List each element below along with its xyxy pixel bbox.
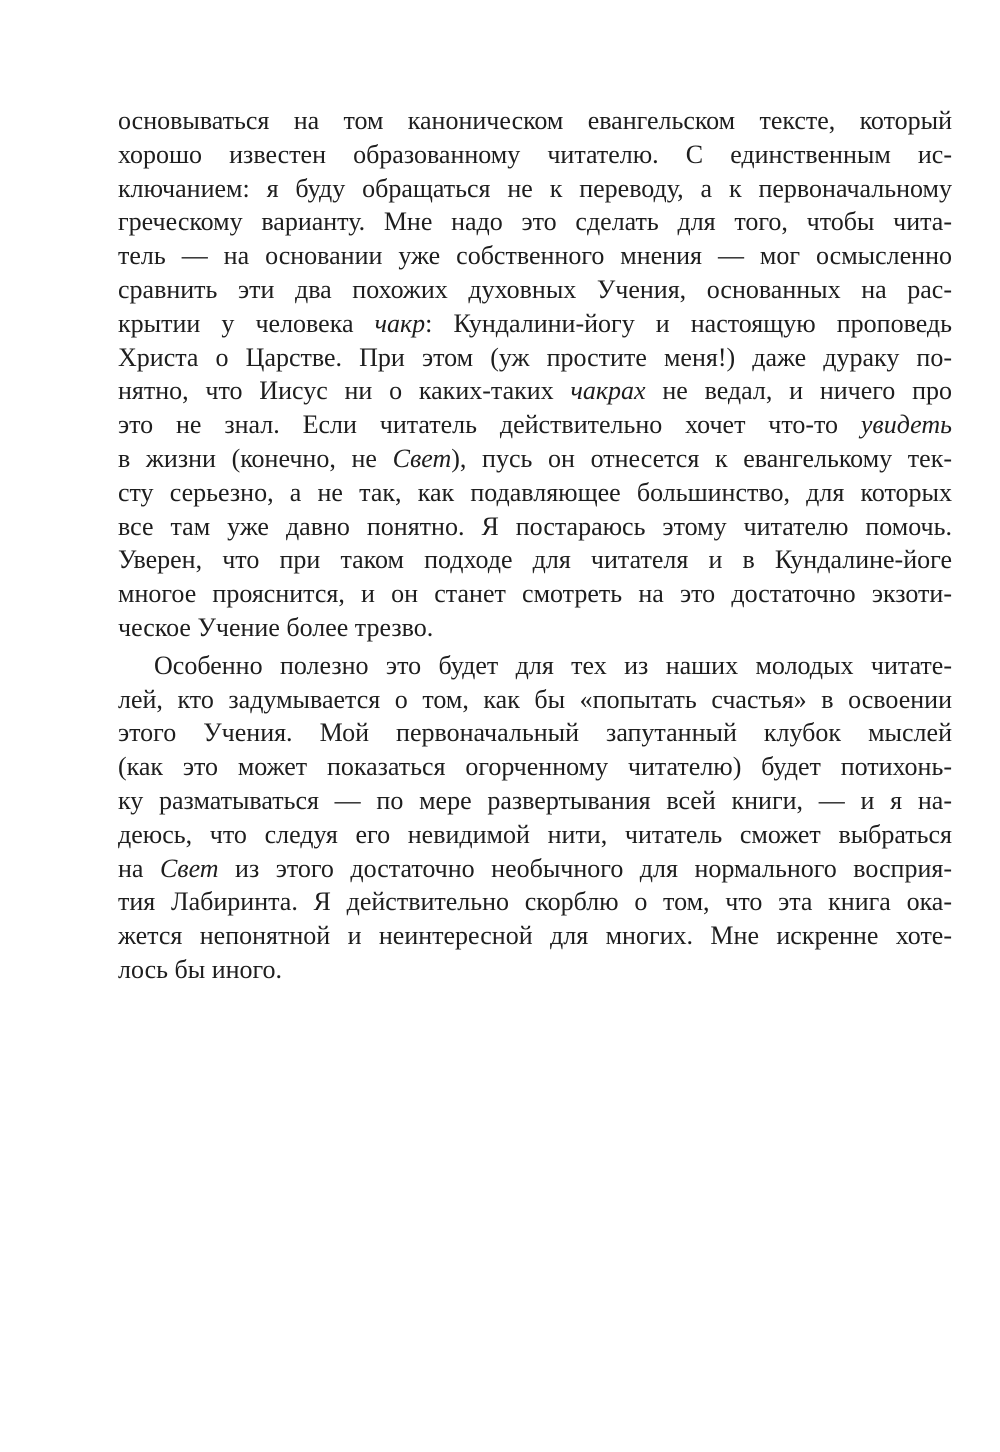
text-line: лось бы иного.: [118, 954, 283, 984]
text-line: деюсь, что следуя его невидимой нити, читатель сможет выбраться: [118, 819, 952, 849]
text-line: это не знал. Если читатель действительно хочет что-то увидеть: [118, 410, 952, 440]
paragraph-2: [118, 649, 952, 987]
italic-term: увидеть: [860, 410, 952, 440]
text-line: тель — на основании уже собственного мнения — мог осмысленно: [118, 241, 952, 271]
text-line: жется непонятной и неинтересной для многих. Мне искренне хоте-: [118, 921, 952, 951]
text-line: на Свет из этого достаточно необычного для нормального восприя-: [118, 853, 952, 883]
text-line: многое прояснится, и он станет смотреть на это достаточно экзоти-: [118, 579, 952, 609]
italic-term: чакрах: [570, 376, 646, 406]
text-line: основываться на том каноническом евангельском тексте, который: [118, 106, 952, 135]
text-line: хорошо известен образованному читателю. С единственным ис-: [118, 139, 952, 169]
text-line: нятно, что Иисус ни о каких-таких чакрах не ведал, и ничего про: [118, 376, 952, 406]
text-line: в жизни (конечно, не Свет), пусь он отнесется к евангелькому тек-: [118, 443, 952, 473]
text-line: этого Учения. Мой первоначальный запутанный клубок мыслей: [118, 718, 952, 748]
text-line: Уверен, что при таком подходе для читателя и в Кундалине-йоге: [118, 545, 952, 575]
italic-term: Свет: [159, 853, 219, 883]
text-line: греческому варианту. Мне надо это сделать для того, чтобы чита-: [118, 207, 952, 237]
book-page: [118, 104, 952, 991]
text-line: ческое Учение более трезво.: [118, 612, 434, 642]
italic-term: чакр: [374, 308, 426, 338]
text-line: все там уже давно понятно. Я постараюсь этому читателю помочь.: [118, 511, 952, 541]
italic-term: Свет: [392, 443, 452, 473]
text-line: крытии у человека чакр: Кундалини-йогу и настоящую проповедь: [118, 308, 952, 338]
text-line: сравнить эти два похожих духовных Учения, основанных на рас-: [118, 274, 952, 304]
text-line: (как это может показаться огорченному читателю) будет потихонь-: [118, 752, 952, 782]
text-line: ключанием: я буду обращаться не к переводу, а к первоначальному: [118, 173, 952, 203]
text-line: ку разматываться — по мере развертывания всей книги, — и я на-: [118, 785, 952, 815]
text-line: Христа о Царстве. При этом (уж простите меня!) даже дураку по-: [118, 342, 952, 372]
text-line: лей, кто задумывается о том, как бы «попытать счастья» в освоении: [118, 684, 952, 714]
text-line: сту серьезно, а не так, как подавляющее большинство, для которых: [118, 477, 952, 507]
text-line: тия Лабиринта. Я действительно скорблю о том, что эта книга ока-: [118, 887, 952, 917]
paragraph-1: [118, 104, 952, 645]
text-line: Особенно полезно это будет для тех из наших молодых читате-: [154, 650, 952, 680]
